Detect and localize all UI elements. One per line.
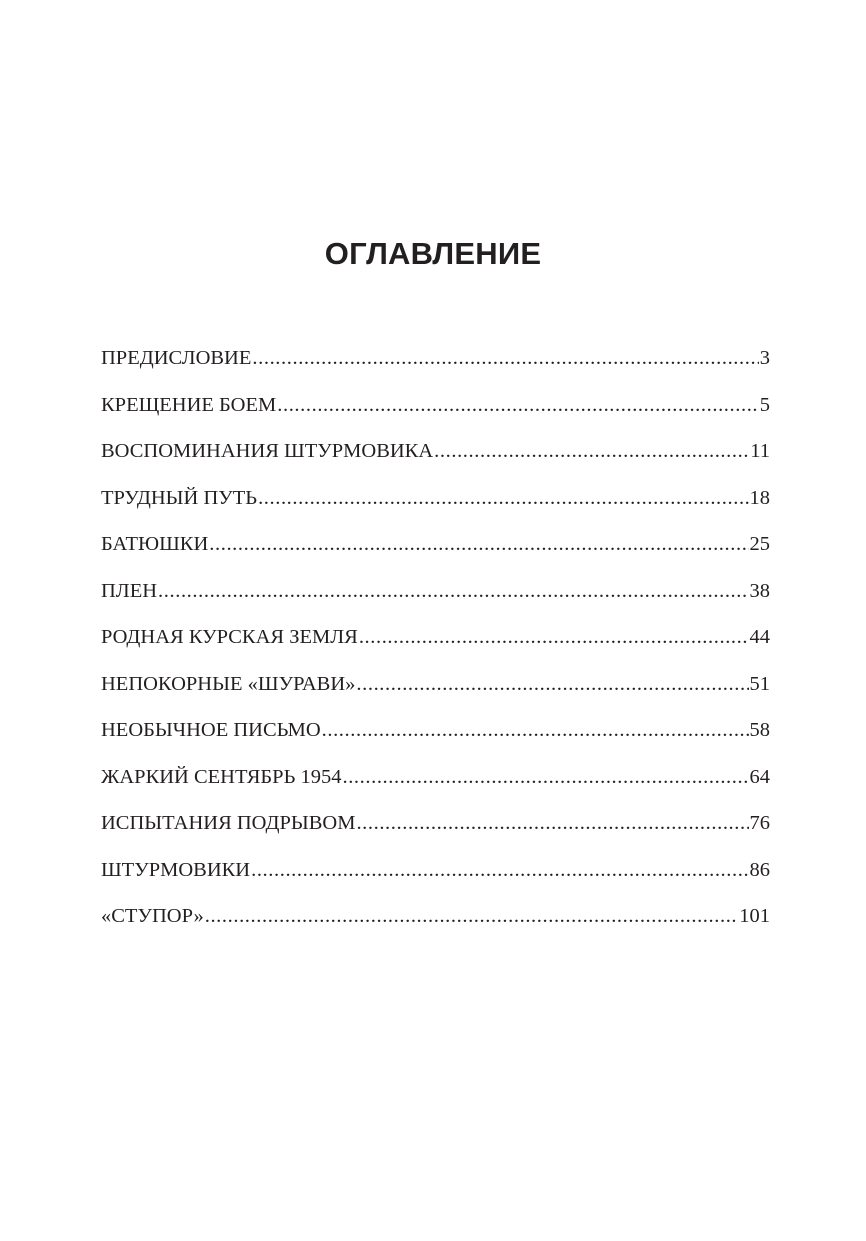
toc-entry-title: ШТУРМОВИКИ — [101, 858, 251, 881]
dot-leader — [252, 340, 758, 376]
dot-leader — [356, 666, 748, 702]
toc-entry — [101, 898, 770, 945]
dot-leader — [258, 480, 748, 516]
toc-entry-page-number: 3 — [759, 347, 770, 369]
dot-leader — [359, 619, 749, 655]
toc-entry — [101, 387, 770, 434]
toc-entry-page-number: 58 — [749, 719, 770, 741]
toc-entry-page-number: 51 — [749, 672, 770, 695]
toc-entry-page-number: 101 — [739, 905, 770, 927]
page-title: ОГЛАВЛЕНИЕ — [324, 236, 542, 271]
toc-entry-title: ПЛЕН — [101, 579, 158, 602]
toc-entry — [101, 619, 770, 666]
dot-leader — [158, 573, 748, 609]
dot-leader — [205, 898, 739, 934]
dot-leader — [251, 852, 748, 888]
toc-entry-title: КРЕЩЕНИЕ БОЕМ — [101, 393, 277, 416]
toc-entry — [101, 666, 770, 713]
dot-leader — [356, 805, 748, 841]
toc-entry — [101, 573, 770, 620]
dot-leader — [277, 387, 759, 423]
toc-entry-title: «СТУПОР» — [101, 905, 204, 927]
toc-entry-title: ИСПЫТАНИЯ ПОДРЫВОМ — [101, 812, 356, 834]
toc-entry-page-number: 86 — [749, 858, 770, 881]
toc-entry — [101, 805, 770, 852]
toc-entry-page-number: 5 — [759, 393, 770, 416]
toc-entry — [101, 759, 770, 806]
toc-entry-page-number: 44 — [749, 626, 770, 648]
dot-leader — [434, 433, 749, 469]
toc-entry-title: НЕПОКОРНЫЕ «ШУРАВИ» — [101, 672, 356, 695]
toc-entry-page-number: 76 — [749, 812, 770, 834]
dot-leader — [342, 759, 748, 795]
toc-entry-title: ТРУДНЫЙ ПУТЬ — [101, 486, 258, 509]
toc-entry-title: ПРЕДИСЛОВИЕ — [101, 347, 252, 369]
toc-entry — [101, 526, 770, 573]
toc-entry-title: ЖАРКИЙ СЕНТЯБРЬ 1954 — [101, 765, 342, 788]
toc-entry — [101, 340, 770, 387]
toc-entry — [101, 852, 770, 899]
toc-entry-page-number: 38 — [749, 579, 770, 602]
dot-leader — [209, 526, 748, 562]
toc-entry-page-number: 64 — [749, 765, 770, 788]
toc-entry-title: ВОСПОМИНАНИЯ ШТУРМОВИКА — [101, 440, 434, 462]
toc-entry-page-number: 11 — [750, 440, 770, 462]
toc-entry-title: НЕОБЫЧНОЕ ПИСЬМО — [101, 719, 321, 741]
toc-entry — [101, 480, 770, 527]
toc-entry-title: РОДНАЯ КУРСКАЯ ЗЕМЛЯ — [101, 626, 358, 648]
toc-entry-title: БАТЮШКИ — [101, 533, 209, 555]
toc-entry-page-number: 25 — [749, 533, 770, 555]
table-of-contents — [101, 340, 770, 945]
toc-entry — [101, 433, 770, 480]
toc-entry — [101, 712, 770, 759]
dot-leader — [322, 712, 749, 748]
toc-entry-page-number: 18 — [749, 486, 770, 509]
